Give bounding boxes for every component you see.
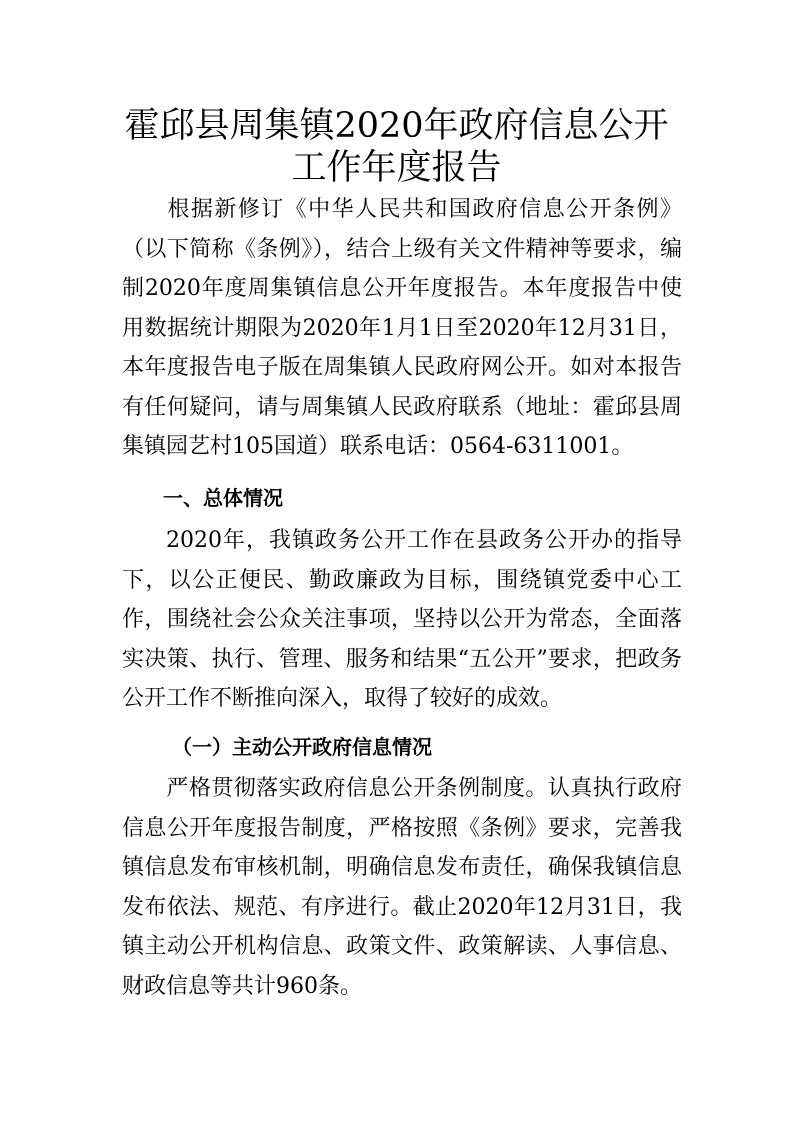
document-title-line-2: 工作年度报告 <box>291 148 502 188</box>
overall-text: 2020年，我镇政务公开工作在县政务公开办的指导下，以公正便民、勤政廉政为目标，围绕镇党委中心工作，围绕社会公众关注事项，坚持以公开为常态，全面落实决策、执行、管理、服务和结果“五公开”要求，把政务公开工作不断推向深入，取得了较好的成效。 <box>122 528 682 711</box>
intro-text: 根据新修订《中华人民共和国政府信息公开条例》（以下简称《条例》），结合上级有关文件精神等要求，编制2020年度周集镇信息公开年度报告。本年度报告中使用数据统计期限为2020年1月1日至2020年12月31日，本年度报告电子版在周集镇人民政府网公开。如对本报告有任何疑问，请与周集镇人民政府联系（地址：霍邱县周集镇园艺村105国道）联系电话：0564-6311001。 <box>122 197 682 459</box>
intro-paragraph <box>122 190 682 467</box>
active-disclosure-text: 严格贯彻落实政府信息公开条例制度。认真执行政府信息公开年度报告制度，严格按照《条例》要求，完善我镇信息发布审核机制，明确信息发布责任，确保我镇信息发布依法、规范、有序进行。截止2020年12月31日，我镇主动公开机构信息、政策文件、政策解读、人事信息、财政信息等共计960条。 <box>122 776 682 999</box>
active-disclosure-paragraph <box>122 769 682 1006</box>
subsection-heading-active-disclosure: （一）主动公开政府信息情况 <box>172 735 432 759</box>
section-heading-overall: 一、总体情况 <box>163 486 283 510</box>
overall-paragraph <box>122 521 682 719</box>
document-title-line-1: 霍邱县周集镇2020年政府信息公开 <box>124 106 669 146</box>
